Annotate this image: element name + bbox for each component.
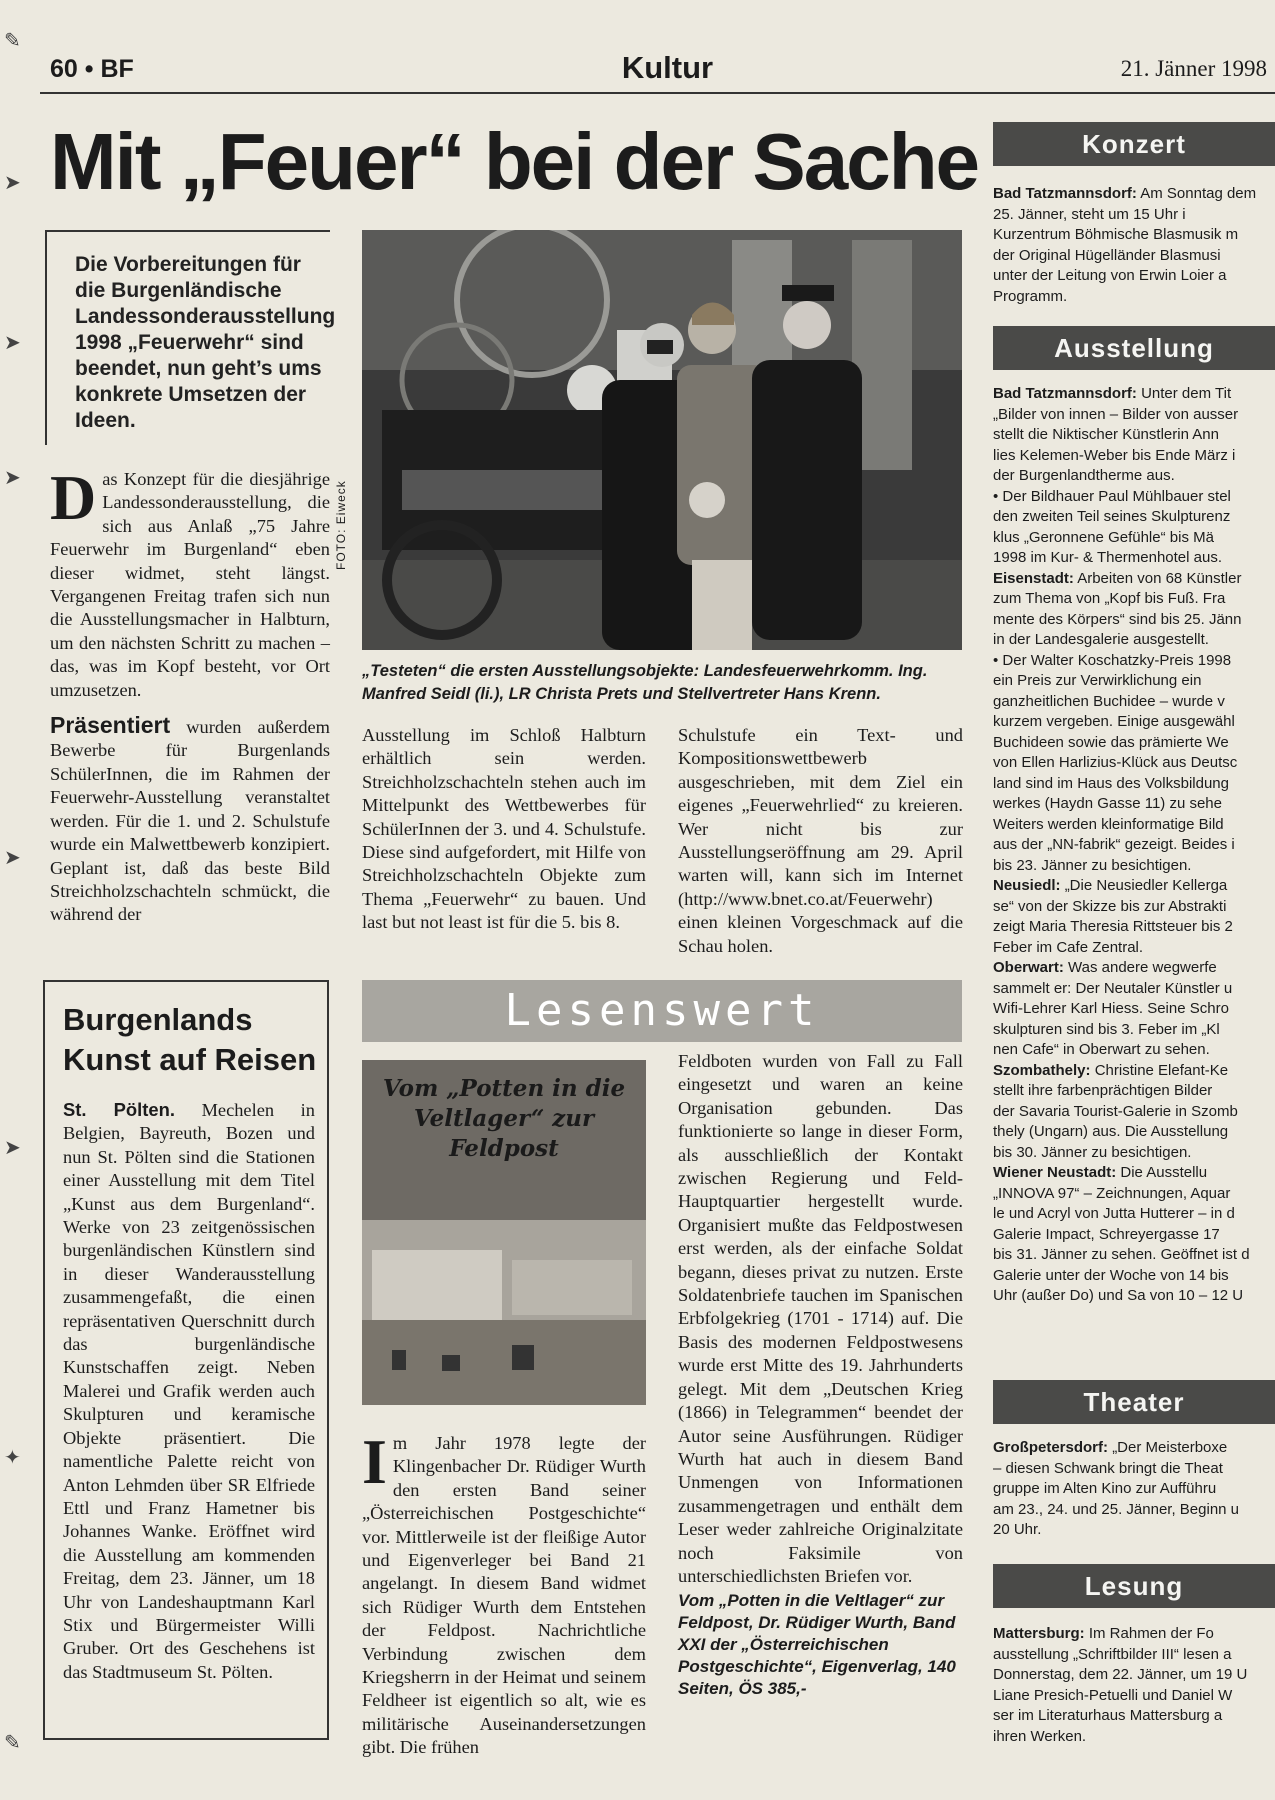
lesenswert-dropcap: I [362,1426,387,1497]
margin-mark: ✦ [4,1447,21,1469]
article-body-3: Schulstufe ein Text- und Kompositionswettbewerb ausgeschrieben, mit dem Ziel ein eigenes „Feuerwehrlied“ zu kreieren. Wer nicht bis zur Ausstellungseröffnung am 29. April warten will, kann sich im Internet (http://www.bnet.co.at/Feuerwehr) einen kleinen Vorgeschmack auf die Schau holen. [678,725,963,956]
event-place: Bad Tatzmannsdorf: [993,385,1137,402]
margin-mark: ➤ [4,332,21,354]
photo-illustration [362,230,962,650]
article-headline: Mit „Feuer“ bei der Sache [50,117,979,206]
lesenswert-text-1-content: m Jahr 1978 legte der Klingenbacher Dr. Rüdiger Wurth den ersten Band seiner „Österreichischen Postgeschichte“ vor. Mittlerweile ist der fleißige Autor und Eigenverleger bei Band 21 angelangt. In diesem Band widmet sich Rüdiger Wurth dem Entstehen der Feldpost. Nachrichtliche Verbindung zwischen dem Kriegsherrn in der Heimat und seinem Feldheer ist eigentlich so alt, wie es militärische Auseinandersetzungen gibt. Die frühen [362,1433,646,1758]
margin-mark: ➤ [4,467,21,489]
event-place: Neusiedl: [993,877,1061,894]
event-text: Unter dem Tit „Bilder von innen – Bilder von ausser stellt die Niktischer Künstlerin Ann lies Kelemen-Weber bis Ende März i der Burgenlandtherme aus. • Der Bildhauer Paul Mühlbauer stel den zweiten Teil seines Skulpturenz klus „Geronnene Gefühle“ bis Mä 1998 im Kur- & Thermenhotel aus. [993,385,1239,566]
event-item [993,876,1275,958]
header-rule [40,92,1275,94]
book-cover-title: Vom „Potten in die Veltlager“ zur Feldpost [382,1075,626,1162]
section-title: Kultur [621,50,714,85]
konzert-heading: Konzert [993,122,1275,166]
kunst-text: Mechelen in Belgien, Bayreuth, Bozen und nun St. Pölten sind die Stationen einer Ausstellung mit dem Titel „Kunst aus dem Burgenland“. Werke von 23 zeitgenössischen burgenländischen Künstlern sind in dieser Wanderausstellung zusammengefaßt, die einen repräsentativen Querschnitt durch das burgenländische Kunstschaffen zeigt. Neben Malerei und Grafik werden auch Skulpturen und keramische Objekte präsentiert. Die namentliche Palette reicht von Anton Lehmden über SR Elfriede Ettl und Franz Hametner bis Johannes Wanke. Eröffnet wird die Ausstellung am kommenden Freitag, dem 23. Jänner, um 18 Uhr von Landeshauptmann Karl Stix und Bürgermeister Willi Gruber. Ort des Geschehens ist das Stadtmuseum St. Pölten. [63,1100,315,1682]
event-item [993,569,1275,877]
event-text: Die Ausstellu „INNOVA 97“ – Zeichnungen, Aquar le und Acryl von Jutta Hutterer – in d Galerie Impact, Schreyergasse 17 bis 31. Jänner zu sehen. Geöffnet ist d Galerie unter der Woche von 14 bis Uhr (außer Do) und Sa von 10 – 12 U [993,1164,1250,1304]
lesenswert-text-2 [678,1050,963,1700]
article-body-2: Ausstellung im Schloß Halbturn erhältlich sein werden. Streichholzschachteln stehen auch im Mittelpunkt des Wettbewerbes für SchülerInnen der 3. und 4. Schulstufe. Diese sind aufgefordert, mit Hilfe von Streichholzschachteln Objekte zum Thema „Feuerwehr“ zu bauen. Und last but not least ist für die 5. bis 8. [362,725,646,933]
article-lead: Die Vorbereitungen für die Burgenländische Landessonderausstellung 1998 „Feuerwehr“ sind beendet, nun geht’s ums konkrete Umsetzen der Ideen. [75,253,336,432]
lesung-heading: Lesung [993,1564,1275,1608]
margin-mark: ➤ [4,1137,21,1159]
event-text: Christine Elefant-Ke stellt ihre farbenprächtigen Bilder der Savaria Tourist-Galerie in Szomb thely (Ungarn) aus. Die Ausstellung bis 30. Jänner zu besichtigen. [993,1061,1238,1161]
event-item [993,958,1275,1061]
ausstellung-events [993,384,1275,1364]
article-intro [50,462,330,927]
event-place: Mattersburg: [993,1625,1085,1642]
event-item [993,1061,1275,1164]
margin-mark: ➤ [4,172,21,194]
event-text: „Die Neusiedler Kellerga se“ von der Skizze bis zur Abstrakti zeigt Maria Theresia Rittsteuer bis 2 Feber im Cafe Zentral. [993,877,1233,956]
theater-events [993,1438,1275,1548]
event-text: Im Rahmen der Fo ausstellung „Schriftbilder III“ lesen a Donnerstag, dem 22. Jänner, um 19 U Liane Presich-Petuelli und Daniel W ser im Literaturhaus Mattersburg a ihren Werken. [993,1625,1248,1745]
page-number: 60 • BF [50,55,134,83]
event-item [993,184,1275,307]
kunst-box [43,980,329,1740]
margin-mark: ✎ [4,30,21,52]
book-cover [362,1060,646,1405]
intro-text: as Konzept für die diesjährige Landessonderausstellung, die sich aus Anlaß „75 Jahre Feuerwehr im Burgenland“ eben dieser widmet, steht längst. Vergangenen Freitag trafen sich nun die Ausstellungsmacher in Halbturn, um den nächsten Schritt zu machen – das, was im Kopf besteht, vor Ort umzusetzen. [50,469,330,700]
event-item [993,384,1275,569]
issue-date: 21. Jänner 1998 [1120,56,1267,81]
konzert-events [993,184,1275,314]
event-text: Was andere wegwerfe sammelt er: Der Neutaler Künstler u Wifi-Lehrer Karl Hiess. Seine Schro skulpturen sind bis 3. Feber im „Kl nen Cafe“ in Oberwart zu sehen. [993,959,1233,1058]
event-place: Bad Tatzmannsdorf: [993,185,1137,202]
margin-mark: ✎ [4,1732,21,1754]
event-place: Großpetersdorf: [993,1439,1109,1456]
lesenswert-text-1 [362,1426,646,1760]
event-item [993,1438,1275,1541]
article-subhead: Präsentiert [50,712,171,739]
lead-box [45,230,336,445]
event-place: Oberwart: [993,959,1064,976]
photo-caption: „Testeten“ die ersten Ausstellungsobjekte: Landesfeuerwehrkomm. Ing. Manfred Seidl (li.), LR Christa Prets und Stellvertreter Hans Krenn. [362,662,928,703]
article-photo [362,230,962,650]
kunst-title: Burgenlands Kunst auf Reisen [63,1002,317,1077]
kunst-place: St. Pölten. [63,1099,175,1120]
article-body-1: wurden außerdem Bewerbe für Burgenlands SchülerInnen, die im Rahmen der Feuerwehr-Ausstellung veranstaltet werden. Für die 1. und 2. Schulstufe wurde ein Malwettbewerb konzipiert. Geplant ist, daß das beste Bild Streichholzschachteln schmückt, die während der [50,717,330,925]
event-text: Am Sonntag dem 25. Jänner, steht um 15 Uhr i Kurzentrum Böhmische Blasmusik m der Original Hügelländer Blasmusi unter der Leitung von Erwin Loier a Programm. [993,185,1257,305]
theater-heading: Theater [993,1380,1275,1424]
lesenswert-banner: Lesenswert [362,980,962,1042]
kunst-body [63,1098,315,1684]
dropcap: D [50,462,97,533]
event-place: Wiener Neustadt: [993,1164,1117,1181]
event-item [993,1624,1275,1747]
book-info: Vom „Potten in die Veltlager“ zur Feldpost, Dr. Rüdiger Wurth, Band XXI der „Österreichischen Postgeschichte“, Eigenverlag, 140 Seiten, ÖS 385,- [678,1591,956,1699]
lesung-events [993,1624,1275,1764]
event-place: Eisenstadt: [993,569,1074,587]
event-text: Arbeiten von 68 Künstler zum Thema von „Kopf bis Fuß. Fra mente des Körpers“ sind bis 25. Jänn in der Landesgalerie ausgestellt. • Der Walter Koschatzky-Preis 1998 ein Preis zur Verwirklichung ein ganzheitlichen Buchidee – wurde v kurzem vergeben. Einige ausgewähl Buchideen sowie das prämierte We von Ellen Harlizius-Klück aus Deutsc land sind im Haus des Volksbildung werkes (Haydn Gasse 11) zu sehe Weiters werden kleinformatige Bild aus der „NN-fabrik“ gezeigt. Beides i bis 23. Jänner zu besichtigen. [993,569,1242,874]
event-item [993,1163,1275,1307]
event-text: „Der Meisterboxe – diesen Schwank bringt die Theat gruppe im Alten Kino zur Aufführu am 23., 24. und 25. Jänner, Beginn u 20 Uhr. [993,1439,1240,1538]
event-place: Szombathely: [993,1061,1091,1079]
photo-credit: FOTO: Eiweck [334,480,348,570]
margin-mark: ➤ [4,847,21,869]
lesenswert-text-2-content: Feldboten wurden von Fall zu Fall eingesetzt und waren an keine Organisation gebunden. Das funktionierte so lange in dieser Form, als ausschließlich der Kontakt zwischen Regierung und Feld-Hauptquartier hergestellt wurde. Organisiert mußte das Feldpostwesen erst werden, als der einfache Soldat begann, dieses privat zu nutzen. Erste Soldatenbriefe tauchen im Spanischen Erbfolgekrieg (1701 - 1714) auf. Die Basis des modernen Feldpostwesens wurde erst Mitte des 19. Jahrhunderts gelegt. Mit dem „Deutschen Krieg (1866) in Telegrammen“ beendet der Autor seine Ausführungen. Rüdiger Wurth hat auch in diesem Band Unmengen von Informationen zusammengetragen und enthält dem Leser weder zahlreiche Originalzitate noch Faksimile von unterschiedlichsten Briefen vor. [678,1051,963,1586]
ausstellung-heading: Ausstellung [993,326,1275,370]
